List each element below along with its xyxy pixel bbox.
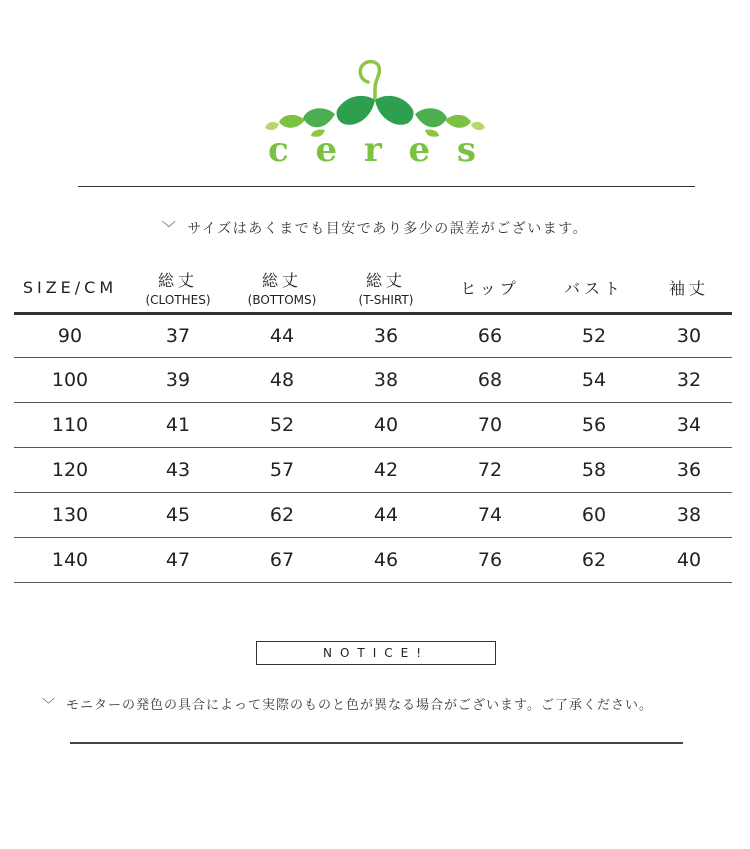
monitor-note <box>42 694 732 713</box>
top-divider <box>78 186 695 187</box>
leaf-icon <box>279 115 305 128</box>
cell: 40 <box>334 403 438 448</box>
cell: 76 <box>438 538 542 583</box>
cell: 38 <box>646 493 732 538</box>
cell: 30 <box>646 314 732 358</box>
cell: 47 <box>126 538 230 583</box>
header-length-bottoms: 総丈 (BOTTOMS) <box>230 262 334 314</box>
cell: 39 <box>126 358 230 403</box>
table-row <box>14 358 732 403</box>
brand-letter: e <box>315 130 340 170</box>
cell: 62 <box>230 493 334 538</box>
bottom-divider <box>70 742 683 744</box>
monitor-note-text: モニターの発色の具合によって実際のものと色が異なる場合がございます。ご了承ください。 <box>66 698 653 713</box>
header-length-tshirt: 総丈 (T-SHIRT) <box>334 262 438 314</box>
hanger-icon <box>360 62 379 98</box>
brand-letter: r <box>363 130 384 170</box>
cell: 60 <box>542 493 646 538</box>
cell: 74 <box>438 493 542 538</box>
leaf-icon <box>337 96 375 125</box>
cell: 58 <box>542 448 646 493</box>
table-row <box>14 403 732 448</box>
leaf-icon <box>415 108 447 127</box>
cell: 46 <box>334 538 438 583</box>
size-note <box>0 218 750 238</box>
chevron-down-icon: ﹀ <box>42 698 57 713</box>
cell: 41 <box>126 403 230 448</box>
size-note-text: サイズはあくまでも目安であり多少の誤差がございます。 <box>187 221 589 237</box>
table-row <box>14 448 732 493</box>
chevron-down-icon: ﹀ <box>161 221 178 237</box>
leaf-icon <box>265 122 279 130</box>
cell: 54 <box>542 358 646 403</box>
leaf-icon <box>375 96 413 125</box>
cell-size: 90 <box>14 314 126 358</box>
cell: 43 <box>126 448 230 493</box>
cell: 32 <box>646 358 732 403</box>
cell: 66 <box>438 314 542 358</box>
header-bust: バスト <box>542 262 646 314</box>
cell: 45 <box>126 493 230 538</box>
brand-name <box>268 130 478 170</box>
cell-size: 130 <box>14 493 126 538</box>
cell: 72 <box>438 448 542 493</box>
cell: 52 <box>230 403 334 448</box>
cell: 57 <box>230 448 334 493</box>
header-hip: ヒップ <box>438 262 542 314</box>
table-row <box>14 314 732 358</box>
header-sleeve: 袖丈 <box>646 262 732 314</box>
leaf-icon <box>471 122 485 130</box>
cell: 36 <box>646 448 732 493</box>
cell: 37 <box>126 314 230 358</box>
cell: 48 <box>230 358 334 403</box>
cell: 70 <box>438 403 542 448</box>
brand-letter: c <box>268 130 291 170</box>
cell-size: 110 <box>14 403 126 448</box>
cell: 36 <box>334 314 438 358</box>
cell: 40 <box>646 538 732 583</box>
header-length-clothes: 総丈 (CLOTHES) <box>126 262 230 314</box>
cell: 42 <box>334 448 438 493</box>
header-size: SIZE/CM <box>14 262 126 314</box>
notice-label: NOTICE! <box>256 641 496 665</box>
cell-size: 120 <box>14 448 126 493</box>
cell: 68 <box>438 358 542 403</box>
cell: 44 <box>334 493 438 538</box>
table-row <box>14 493 732 538</box>
cell: 38 <box>334 358 438 403</box>
brand-letter: e <box>408 130 433 170</box>
cell-size: 140 <box>14 538 126 583</box>
cell-size: 100 <box>14 358 126 403</box>
cell: 34 <box>646 403 732 448</box>
leaf-icon <box>445 115 471 128</box>
brand-letter: s <box>456 130 478 170</box>
cell: 67 <box>230 538 334 583</box>
cell: 62 <box>542 538 646 583</box>
cell: 56 <box>542 403 646 448</box>
leaf-icon <box>303 108 335 127</box>
cell: 52 <box>542 314 646 358</box>
table-header-row <box>14 262 732 314</box>
table-row <box>14 538 732 583</box>
cell: 44 <box>230 314 334 358</box>
size-table <box>14 262 732 583</box>
